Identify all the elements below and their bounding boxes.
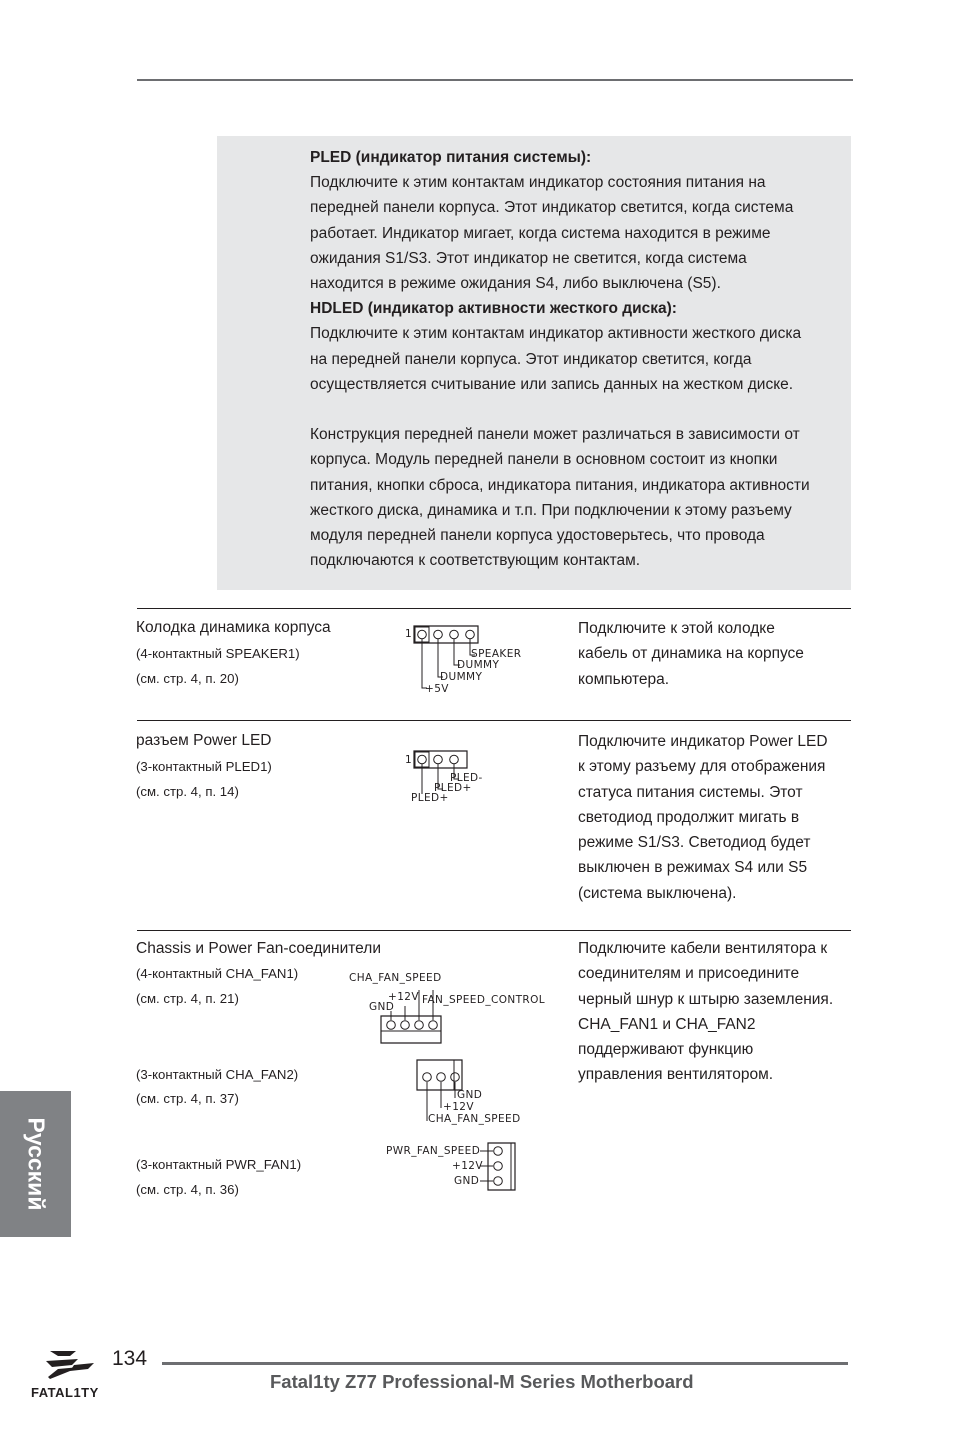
pled-line: находится в режиме ожидания S4, либо выключена (S5). <box>310 275 721 293</box>
cha-fan1-pins: (4-контактный CHA_FAN1) <box>136 966 299 981</box>
section-rule <box>137 930 851 931</box>
desc-line: поддерживают функцию <box>578 1041 754 1059</box>
paragraph-gap <box>310 397 810 422</box>
desc-line: к этому разъему для отображения <box>578 758 826 776</box>
pin-circle <box>494 1162 503 1171</box>
speaker-title: Колодка динамика корпуса <box>136 619 331 636</box>
fans-description <box>578 936 833 1088</box>
cha-fan2-ref: (см. стр. 4, п. 37) <box>136 1091 239 1106</box>
footer-title: Fatal1ty Z77 Professional-M Series Motherboard <box>270 1371 694 1392</box>
plus12v-label: +12V <box>388 991 419 1003</box>
desc-line: CHA_FAN1 и CHA_FAN2 <box>578 1015 756 1033</box>
desc-line: режиме S1/S3. Светодиод будет <box>578 834 811 852</box>
pin1-label: 1 <box>405 754 413 766</box>
page-number: 134 <box>112 1347 148 1370</box>
power-led-ref: (см. стр. 4, п. 14) <box>136 784 239 799</box>
fans-title: Chassis и Power Fan-соединители <box>136 940 381 957</box>
pin-circle <box>401 1021 410 1030</box>
logo-wordmark: FATAL1TY <box>31 1385 99 1400</box>
gnd-label: GND <box>457 1089 483 1101</box>
dummy-pin-label: DUMMY <box>440 671 483 683</box>
power-led-description <box>578 729 828 906</box>
desc-line: Подключите кабели вентилятора к <box>578 940 828 957</box>
pin-circle <box>450 755 459 764</box>
power-led-title: разъем Power LED <box>136 732 272 749</box>
desc-line: статуса питания системы. Этот <box>578 783 803 801</box>
note-line: модуля передней панели корпуса удостоверьтесь, что провода <box>310 527 765 545</box>
hdled-line: Подключите к этим контактам индикатор активности жесткого диска <box>310 325 802 343</box>
speaker-description <box>578 616 804 692</box>
power-led-pins: (3-контактный PLED1) <box>136 759 272 774</box>
pin-circle <box>415 1021 424 1030</box>
hdled-line: на передней панели корпуса. Этот индикатор светится, когда <box>310 350 752 368</box>
desc-line: кабель от динамика на корпусе <box>578 645 804 663</box>
language-tab-text: Русский <box>23 1117 50 1211</box>
pin-circle <box>387 1021 396 1030</box>
cha-fan2-pins: (3-контактный CHA_FAN2) <box>136 1067 299 1082</box>
pin-circle <box>423 1073 432 1082</box>
pled-line: работает. Индикатор мигает, когда система находится в режиме <box>310 224 771 242</box>
pin1-label: 1 <box>405 628 413 640</box>
plus12v-label: +12V <box>443 1101 474 1113</box>
pin-circle <box>494 1147 503 1156</box>
cha-fan-speed-label: CHA_FAN_SPEED <box>428 1113 521 1125</box>
pin-circle <box>451 1073 460 1082</box>
pled-plus-label: PLED+ <box>411 792 449 804</box>
logo-stroke <box>50 1351 76 1356</box>
pled-plus-label: PLED+ <box>434 782 472 794</box>
pin-circle <box>418 630 427 639</box>
fan-speed-control-label: FAN_SPEED_CONTROL <box>422 994 546 1006</box>
language-tab-label <box>10 1097 62 1231</box>
pwr-fan1-ref: (см. стр. 4, п. 36) <box>136 1182 239 1197</box>
footer-rule <box>162 1362 848 1365</box>
pled-minus-label: PLED- <box>450 772 483 784</box>
speaker-pin-label: SPEAKER <box>471 648 522 660</box>
fatal1ty-logo-icon <box>28 1347 106 1403</box>
dummy-pin-label: DUMMY <box>457 659 500 671</box>
pwr-fan1-pins: (3-контактный PWR_FAN1) <box>136 1157 302 1172</box>
gnd-label: GND <box>369 1001 395 1013</box>
plus5v-pin-label: +5V <box>425 683 449 695</box>
pin-circle <box>466 630 475 639</box>
pin-circle <box>434 755 443 764</box>
hdled-heading: HDLED (индикатор активности жесткого диска): <box>310 300 677 318</box>
speaker-header-outline <box>414 626 478 643</box>
desc-line: управления вентилятором. <box>578 1066 774 1084</box>
pwr-fan1-diagram <box>478 1140 520 1192</box>
cha-fan1-ref: (см. стр. 4, п. 21) <box>136 991 239 1006</box>
pin-circle <box>437 1073 446 1082</box>
note-line: подключаются к соответствующим контактам. <box>310 552 641 570</box>
desc-line: (система выключена). <box>578 884 737 902</box>
info-box-text <box>310 145 810 573</box>
header-rule <box>137 79 853 81</box>
desc-line: Подключите к этой колодке <box>578 620 775 637</box>
desc-line: компьютера. <box>578 670 670 688</box>
pled-line: ожидания S1/S3. Этот индикатор не светится, когда система <box>310 249 747 267</box>
hdled-line: осуществляется считывание или запись данных на жестком диске. <box>310 375 794 393</box>
note-line: Конструкция передней панели может различаться в зависимости от <box>310 426 800 444</box>
desc-line: светодиод продолжит мигать в <box>578 808 800 826</box>
logo-stroke <box>70 1363 94 1371</box>
speaker-pins: (4-контактный SPEAKER1) <box>136 646 300 661</box>
logo-stroke <box>46 1359 78 1367</box>
lead-line <box>422 639 427 688</box>
pin-circle <box>418 755 427 764</box>
note-line: питания, кнопки сброса, индикатора питания, индикатора активности <box>310 476 810 494</box>
speaker-ref: (см. стр. 4, п. 20) <box>136 671 239 686</box>
pin-circle <box>429 1021 438 1030</box>
section-rule <box>137 720 851 721</box>
pin-circle <box>434 630 443 639</box>
pwr-fan-speed-label: PWR_FAN_SPEED <box>386 1145 481 1157</box>
pled-line: Подключите к этим контактам индикатор состояния питания на <box>310 174 766 192</box>
pin-circle <box>494 1177 503 1186</box>
gnd-label: GND <box>454 1175 480 1187</box>
pled-line: передней панели корпуса. Этот индикатор светится, когда система <box>310 199 794 217</box>
desc-line: черный шнур к штырю заземления. <box>578 990 834 1008</box>
desc-line: соединителям и присоедините <box>578 965 800 983</box>
pled-heading: PLED (индикатор питания системы): <box>310 149 592 166</box>
note-line: жесткого диска, динамика и т.п. При подключении к этому разъему <box>310 501 792 519</box>
cha-fan-speed-label: CHA_FAN_SPEED <box>349 972 442 984</box>
desc-line: выключен в режимах S4 или S5 <box>578 859 808 877</box>
plus12v-label: +12V <box>452 1160 483 1172</box>
section-rule <box>137 608 851 609</box>
note-line: корпуса. Модуль передней панели в основном состоит из кнопки <box>310 451 778 469</box>
desc-line: Подключите индикатор Power LED <box>578 733 828 750</box>
pin-circle <box>450 630 459 639</box>
